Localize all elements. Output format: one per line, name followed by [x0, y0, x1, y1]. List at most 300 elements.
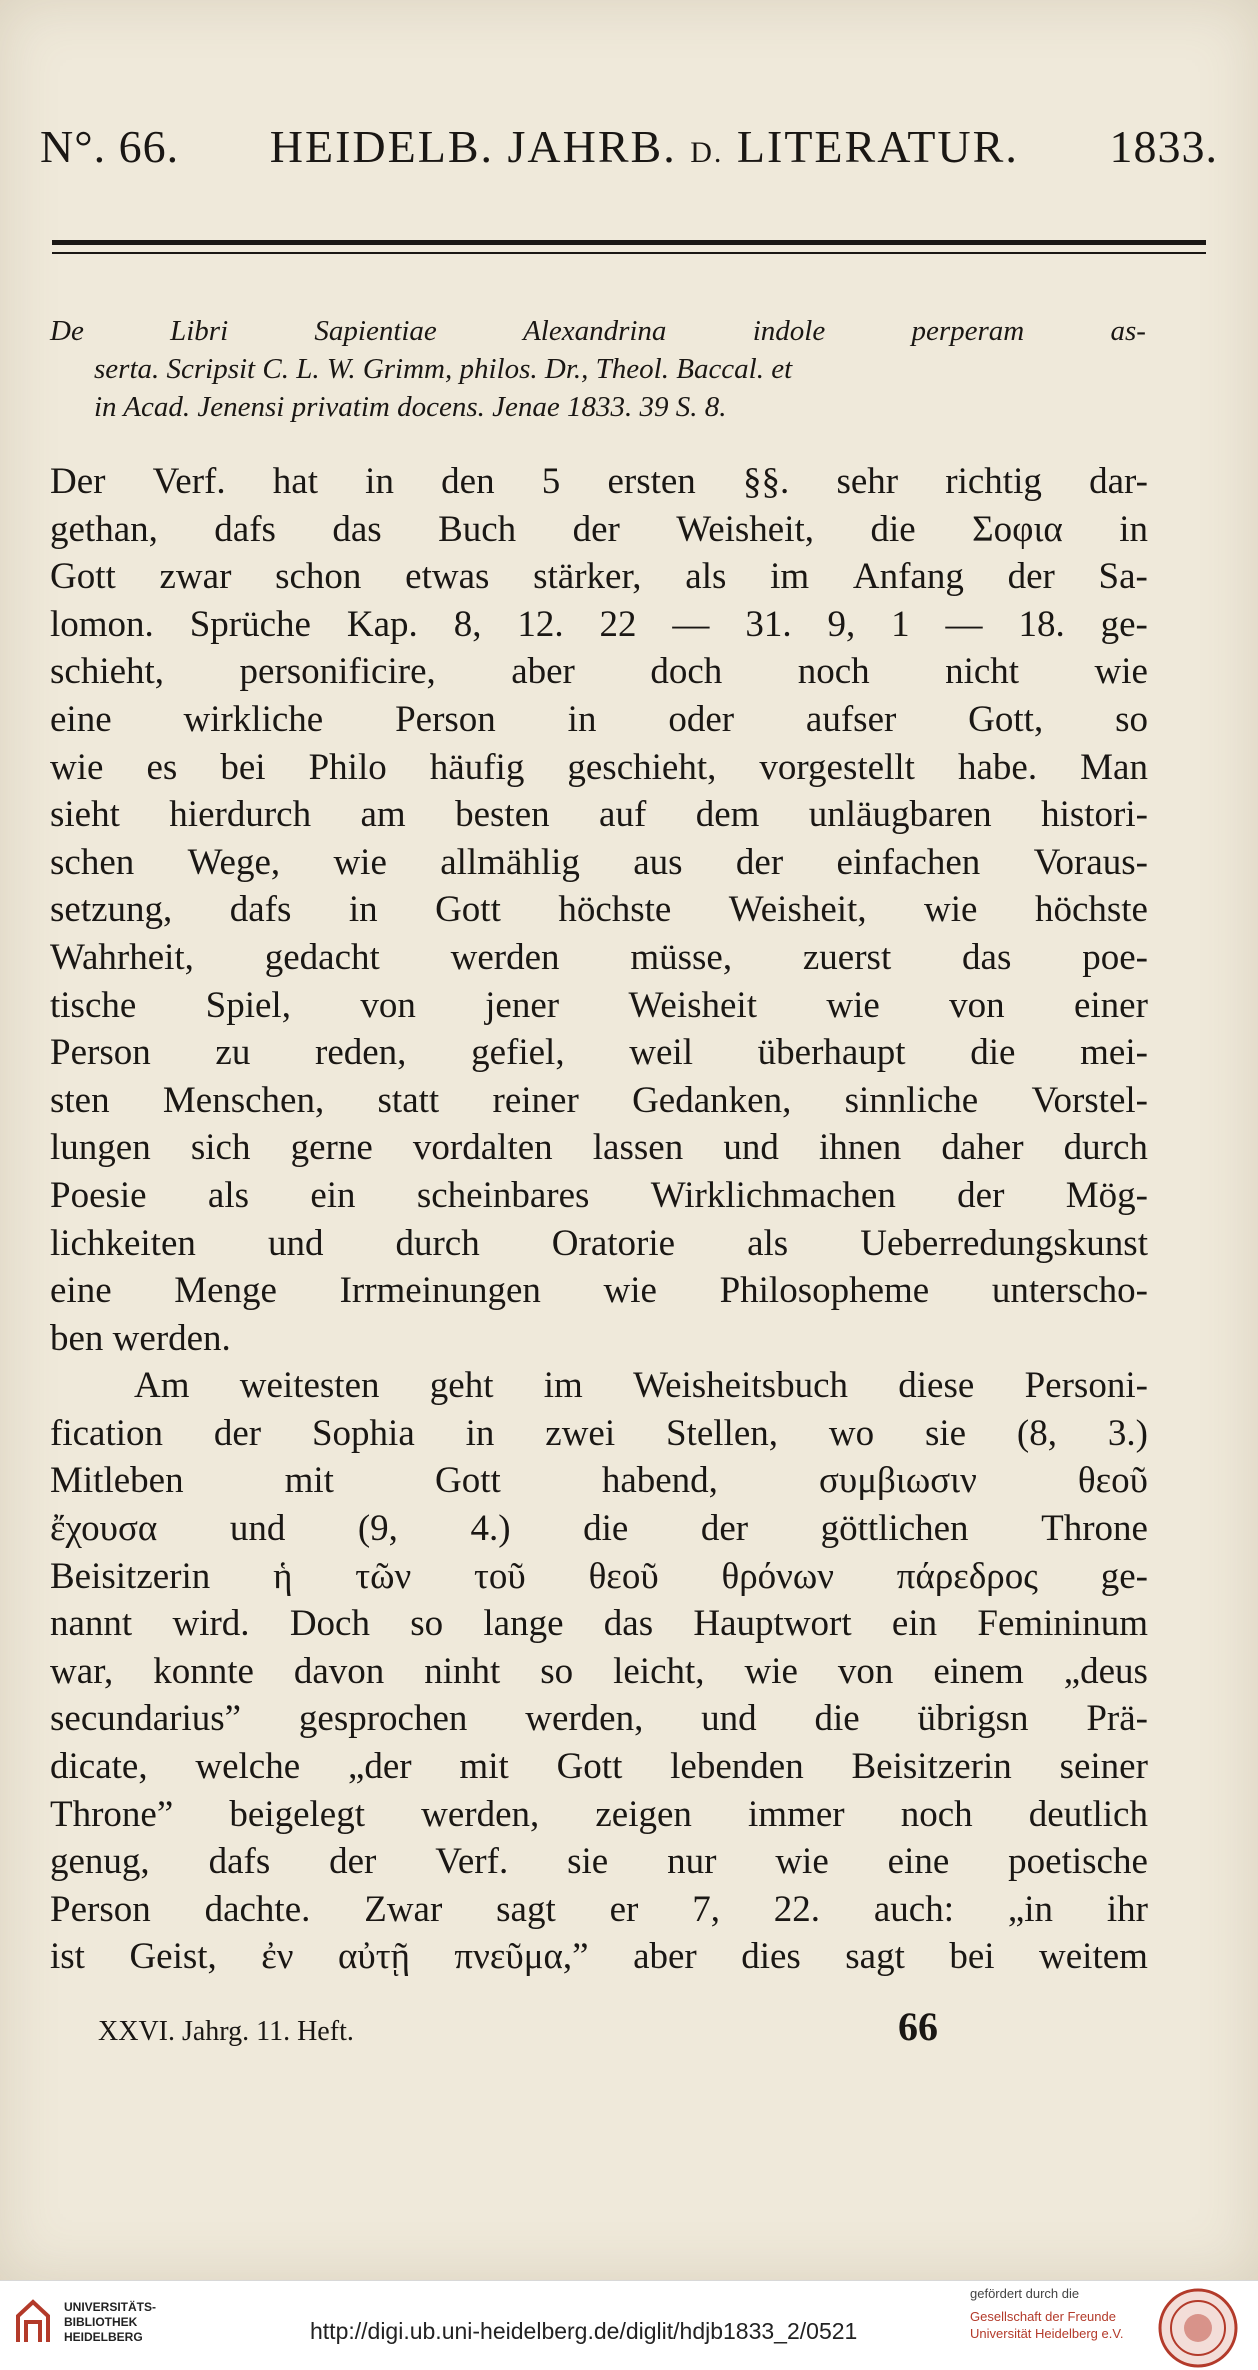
word: sten	[50, 1079, 110, 1121]
text-line	[50, 553, 1148, 601]
word: 5	[541, 461, 561, 502]
text-line	[50, 1791, 1148, 1839]
text-line	[50, 1695, 1148, 1743]
word: Gedanken,	[632, 1079, 792, 1121]
word: ἡ	[273, 1555, 293, 1597]
word: Menge	[174, 1270, 277, 1312]
word: richtig	[945, 461, 1042, 502]
signature-mark: XXVI. Jahrg. 11. Heft.	[98, 2016, 354, 2047]
word: wie	[1094, 651, 1148, 693]
word: Sophia	[311, 1412, 415, 1454]
word: ein	[310, 1174, 356, 1216]
word: Philo	[308, 746, 387, 788]
text-line	[50, 1029, 1148, 1077]
word: immer	[748, 1793, 845, 1835]
word: zwar	[159, 556, 232, 598]
text-line	[50, 791, 1148, 839]
page-number: 66	[898, 2004, 938, 2049]
word: nur	[667, 1841, 717, 1883]
word: αὐτῇ	[338, 1936, 410, 1978]
sponsor-credit	[970, 2285, 1123, 2342]
word: wie	[826, 984, 880, 1026]
word: einer	[1073, 984, 1148, 1026]
word: sinnliche	[844, 1079, 979, 1121]
word: 1	[891, 603, 910, 645]
word: statt	[377, 1079, 440, 1121]
sponsor-line: gefördert durch die	[970, 2286, 1080, 2301]
word: 18.	[1018, 603, 1065, 645]
journal-title-end: LITERATUR.	[736, 121, 1019, 172]
word: —	[945, 603, 983, 645]
word: 8,	[453, 603, 482, 645]
word: die	[970, 1032, 1016, 1074]
word: Kap.	[346, 603, 418, 645]
word: wie	[775, 1841, 829, 1883]
text-line	[50, 1362, 1148, 1410]
word: Spiel,	[205, 984, 291, 1026]
text-line	[50, 648, 1148, 696]
word: weil	[629, 1032, 693, 1074]
word: Zwar	[364, 1888, 443, 1930]
word: lassen	[592, 1127, 684, 1169]
word: gerne	[290, 1127, 373, 1169]
word: dafs	[229, 889, 292, 931]
word: geht	[429, 1365, 494, 1407]
word: das	[603, 1603, 654, 1645]
word: der	[329, 1841, 377, 1883]
word: Throne	[1041, 1508, 1148, 1550]
word: 7,	[692, 1888, 720, 1930]
word: „in	[1007, 1888, 1054, 1930]
text-line	[50, 1124, 1148, 1172]
word: Sprüche	[189, 603, 311, 645]
word: in	[465, 1412, 495, 1454]
page-footer	[98, 2003, 938, 2050]
word: die	[870, 508, 916, 550]
text-line	[50, 982, 1148, 1030]
word: Gott	[556, 1746, 623, 1788]
text-line	[50, 1505, 1148, 1553]
word: unläugbaren	[808, 794, 992, 836]
word: daher	[941, 1127, 1024, 1169]
library-name-line: BIBLIOTHEK	[64, 2314, 138, 2329]
text-line	[50, 1410, 1148, 1458]
word: deutlich	[1028, 1793, 1148, 1835]
word: gedacht	[264, 936, 380, 978]
word: personificire,	[239, 651, 436, 693]
word: ἐν	[261, 1936, 294, 1978]
word: ihr	[1106, 1888, 1148, 1930]
word: ἔχουσα	[50, 1508, 158, 1550]
word: gesprochen	[298, 1698, 468, 1740]
word: als	[207, 1174, 250, 1216]
word: reden,	[315, 1032, 407, 1074]
word: werden,	[421, 1793, 540, 1835]
word: aus	[633, 841, 683, 883]
word: zuerst	[802, 936, 892, 978]
word: doch	[650, 651, 723, 693]
word: noch	[797, 651, 870, 693]
word: stärker,	[533, 556, 642, 598]
word: am	[360, 794, 406, 836]
word: von	[837, 1650, 894, 1692]
word: „deus	[1063, 1650, 1148, 1692]
word: das	[332, 508, 382, 550]
word: θεοῦ	[588, 1555, 659, 1597]
word: Person	[50, 1888, 151, 1930]
word: Person	[50, 1032, 151, 1074]
word: als	[747, 1222, 789, 1264]
word: (9,	[357, 1508, 398, 1550]
word: aber	[511, 651, 575, 693]
text-line	[50, 1220, 1148, 1268]
library-name	[64, 2300, 156, 2345]
word: überhaupt	[757, 1032, 906, 1074]
article-body	[50, 458, 1148, 1981]
permalink-url[interactable]: http://digi.ub.uni-heidelberg.de/diglit/hdjb1833_2/0521	[310, 2318, 858, 2344]
biblio-line-2: serta. Scripsit C. L. W. Grimm, philos. Dr., Theol. Baccal. et	[94, 353, 793, 385]
text-line	[50, 1172, 1148, 1220]
word: Menschen,	[162, 1079, 325, 1121]
word: Irrmeinungen	[339, 1270, 541, 1312]
text-line	[50, 1933, 1148, 1981]
word: Voraus-	[1033, 841, 1148, 883]
word: Oratorie	[551, 1222, 676, 1264]
word: poe-	[1082, 936, 1148, 978]
word: Geist,	[129, 1936, 217, 1978]
word: §§.	[743, 461, 790, 502]
word: so	[1115, 698, 1148, 740]
biblio-word: indole	[752, 315, 826, 347]
word: zwei	[545, 1412, 616, 1454]
header-rule-thick	[52, 240, 1206, 245]
word: in	[1119, 508, 1148, 550]
text-line	[50, 1077, 1148, 1125]
biblio-word: perperam	[911, 315, 1025, 347]
word: ersten	[607, 461, 696, 502]
word: genug,	[50, 1841, 150, 1883]
word: aufser	[805, 698, 897, 740]
text-line	[50, 744, 1148, 792]
word: Am	[134, 1365, 190, 1407]
word: Doch	[289, 1603, 370, 1645]
word: Hauptwort	[693, 1603, 852, 1645]
word: Verf.	[152, 461, 226, 502]
word: und	[267, 1222, 324, 1264]
word: Anfang	[852, 556, 964, 598]
word: ihnen	[819, 1127, 902, 1169]
word: Gott	[435, 889, 501, 931]
word: dafs	[214, 508, 276, 550]
header-rule-thin	[52, 252, 1206, 254]
word: Mög-	[1065, 1174, 1148, 1216]
word: wie	[744, 1650, 798, 1692]
word: habend,	[601, 1460, 718, 1502]
word: gefiel,	[471, 1032, 565, 1074]
word: Weisheit	[628, 984, 757, 1026]
word: Buch	[438, 508, 517, 550]
sponsor-line: Universität Heidelberg e.V.	[970, 2326, 1124, 2341]
word: weitem	[1039, 1936, 1148, 1978]
word: Personi-	[1024, 1365, 1148, 1407]
word: im	[543, 1365, 583, 1407]
word: Gott	[50, 556, 116, 598]
word: dachte.	[204, 1888, 311, 1930]
word: reiner	[492, 1079, 579, 1121]
word: konnte	[153, 1650, 254, 1692]
word: 31.	[745, 603, 792, 645]
biblio-word: Alexandrina	[523, 315, 667, 347]
word: ein	[891, 1603, 938, 1645]
text-line	[50, 1886, 1148, 1934]
word: bei	[220, 746, 266, 788]
ub-logo-icon	[14, 2298, 52, 2346]
word: lungen	[50, 1127, 151, 1169]
word: θεοῦ	[1077, 1460, 1148, 1502]
word: Weisheit,	[676, 508, 815, 550]
word: dar-	[1089, 461, 1148, 502]
word: 22	[599, 603, 637, 645]
word: im	[770, 556, 810, 598]
word: sie	[567, 1841, 609, 1883]
word: von	[949, 984, 1005, 1026]
word: (8,	[1016, 1412, 1057, 1454]
word: setzung,	[50, 889, 173, 931]
word: Beisitzerin	[851, 1746, 1012, 1788]
text-line	[50, 1648, 1148, 1696]
word: ninht	[424, 1650, 501, 1692]
word: lichkeiten	[50, 1222, 196, 1264]
text-line	[50, 1267, 1148, 1315]
word: höchste	[1034, 889, 1148, 931]
word: dem	[695, 794, 760, 836]
word: wirkliche	[183, 698, 324, 740]
word: θρόνων	[721, 1555, 834, 1597]
word: so	[410, 1603, 444, 1645]
word: eine	[50, 1270, 112, 1312]
text-line	[50, 1457, 1148, 1505]
word: Mitleben	[50, 1460, 184, 1502]
word: der	[957, 1174, 1005, 1216]
word: πάρεδρος	[896, 1555, 1038, 1597]
word: etwas	[405, 556, 490, 598]
word: der	[1007, 556, 1055, 598]
biblio-word: Libri	[170, 315, 229, 347]
word: der	[735, 841, 784, 883]
word: Gott	[435, 1460, 501, 1502]
word: dies	[741, 1936, 801, 1978]
word: πνεῦμα,”	[454, 1936, 589, 1978]
word: vordalten	[412, 1127, 553, 1169]
word: nannt	[50, 1603, 133, 1645]
word: von	[360, 984, 416, 1026]
running-header	[40, 120, 1218, 173]
word: wie	[603, 1270, 657, 1312]
header-year: 1833.	[1109, 121, 1218, 172]
word: als	[685, 556, 727, 598]
word: —	[672, 603, 710, 645]
word: sich	[190, 1127, 251, 1169]
word: leicht,	[613, 1650, 705, 1692]
word: Weisheitsbuch	[633, 1365, 848, 1407]
word: τοῦ	[474, 1555, 526, 1597]
word: fication	[50, 1412, 164, 1454]
word: „der	[347, 1746, 412, 1788]
word: Weisheit,	[728, 889, 867, 931]
word: Person	[395, 698, 496, 740]
word: er	[609, 1888, 639, 1930]
word: Beisitzerin	[50, 1555, 211, 1597]
word: Σοφια	[972, 508, 1063, 550]
word: Prä-	[1086, 1698, 1148, 1740]
word: gethan,	[50, 508, 158, 550]
text-line	[50, 1743, 1148, 1791]
word: in	[365, 461, 394, 502]
word: beigelegt	[229, 1793, 365, 1835]
word: den	[441, 461, 495, 502]
word: ge-	[1100, 603, 1148, 645]
word: lomon.	[50, 603, 154, 645]
word: häufig	[429, 746, 525, 788]
word: weitesten	[239, 1365, 380, 1407]
word: eine	[50, 698, 112, 740]
word: übrigsn	[917, 1698, 1029, 1740]
word: schieht,	[50, 651, 165, 693]
word: der	[700, 1508, 749, 1550]
word: dicate,	[50, 1746, 148, 1788]
bibliographic-entry	[50, 312, 1146, 426]
word: einem	[933, 1650, 1024, 1692]
word: diese	[898, 1365, 975, 1407]
word: 4.)	[470, 1508, 511, 1550]
word: 3.)	[1107, 1412, 1148, 1454]
word: welche	[195, 1746, 301, 1788]
word: in	[567, 698, 597, 740]
word: ge-	[1100, 1555, 1148, 1597]
word: wird.	[172, 1603, 250, 1645]
word: davon	[293, 1650, 385, 1692]
word: in	[348, 889, 378, 931]
library-name-line: UNIVERSITÄTS-	[64, 2299, 157, 2314]
word: jener	[485, 984, 560, 1026]
library-name-line: HEIDELBERG	[64, 2329, 143, 2344]
issue-number: N°. 66.	[40, 121, 180, 172]
word: der	[572, 508, 620, 550]
word: es	[146, 746, 178, 788]
text-line: ben werden.	[50, 1317, 231, 1359]
word: mei-	[1080, 1032, 1148, 1074]
word: war,	[50, 1650, 114, 1692]
text-line	[50, 696, 1148, 744]
word: mit	[459, 1746, 509, 1788]
university-seal-icon	[1157, 2287, 1239, 2369]
word: und	[723, 1127, 779, 1169]
word: Gott,	[968, 698, 1044, 740]
word: τῶν	[355, 1555, 412, 1597]
word: bei	[949, 1936, 995, 1978]
word: höchste	[558, 889, 672, 931]
biblio-line-1	[50, 312, 1146, 350]
word: Sa-	[1098, 556, 1148, 598]
word: zu	[215, 1032, 251, 1074]
word: Stellen,	[665, 1412, 778, 1454]
word: die	[814, 1698, 860, 1740]
word: lebenden	[670, 1746, 804, 1788]
word: habe.	[957, 746, 1038, 788]
word: eine	[887, 1841, 950, 1883]
word: aber	[633, 1936, 697, 1978]
word: dafs	[208, 1841, 271, 1883]
word: sehr	[836, 461, 899, 502]
word: Femininum	[977, 1603, 1148, 1645]
word: auf	[599, 794, 647, 836]
word: scheinbares	[416, 1174, 590, 1216]
word: 12.	[517, 603, 564, 645]
word: geschieht,	[567, 746, 717, 788]
text-line	[50, 506, 1148, 554]
library-logo[interactable]	[14, 2298, 156, 2346]
word: auch:	[873, 1888, 954, 1930]
word: wie	[924, 889, 978, 931]
word: poetische	[1008, 1841, 1148, 1883]
text-line	[50, 1553, 1148, 1601]
word: Vorstel-	[1031, 1079, 1148, 1121]
word: wie	[333, 841, 387, 883]
word: einfachen	[836, 841, 981, 883]
biblio-word: as-	[1110, 315, 1146, 347]
word: Ueberredungskunst	[860, 1222, 1148, 1264]
word: sie	[924, 1412, 967, 1454]
word: sagt	[845, 1936, 905, 1978]
word: Verf.	[435, 1841, 509, 1883]
word: wo	[828, 1412, 875, 1454]
biblio-word: Sapientiae	[314, 315, 437, 347]
journal-title-small: D.	[690, 136, 724, 169]
word: sieht	[50, 794, 120, 836]
word: ist	[50, 1936, 85, 1978]
word: werden	[450, 936, 560, 978]
word: der	[213, 1412, 262, 1454]
word: tische	[50, 984, 137, 1026]
word: vorgestellt	[759, 746, 915, 788]
word: werden,	[525, 1698, 644, 1740]
word: lange	[483, 1603, 564, 1645]
word: und	[229, 1508, 286, 1550]
text-line	[50, 934, 1148, 982]
word: müsse,	[630, 936, 733, 978]
journal-title	[270, 120, 1019, 173]
word: hat	[272, 461, 318, 502]
word: Philosopheme	[719, 1270, 930, 1312]
word: oder	[668, 698, 735, 740]
word: besten	[455, 794, 550, 836]
text-line	[50, 839, 1148, 887]
word: unterscho-	[991, 1270, 1148, 1312]
word: Der	[50, 461, 106, 502]
word: secundarius”	[50, 1698, 242, 1740]
word: durch	[1063, 1127, 1148, 1169]
word: wie	[50, 746, 104, 788]
word: Wirklichmachen	[650, 1174, 896, 1216]
word: durch	[395, 1222, 480, 1264]
word: mit	[284, 1460, 334, 1502]
word: die	[583, 1508, 629, 1550]
text-line	[50, 601, 1148, 649]
word: noch	[900, 1793, 973, 1835]
word: seiner	[1059, 1746, 1148, 1788]
text-line	[50, 1600, 1148, 1648]
word: 22.	[773, 1888, 821, 1930]
